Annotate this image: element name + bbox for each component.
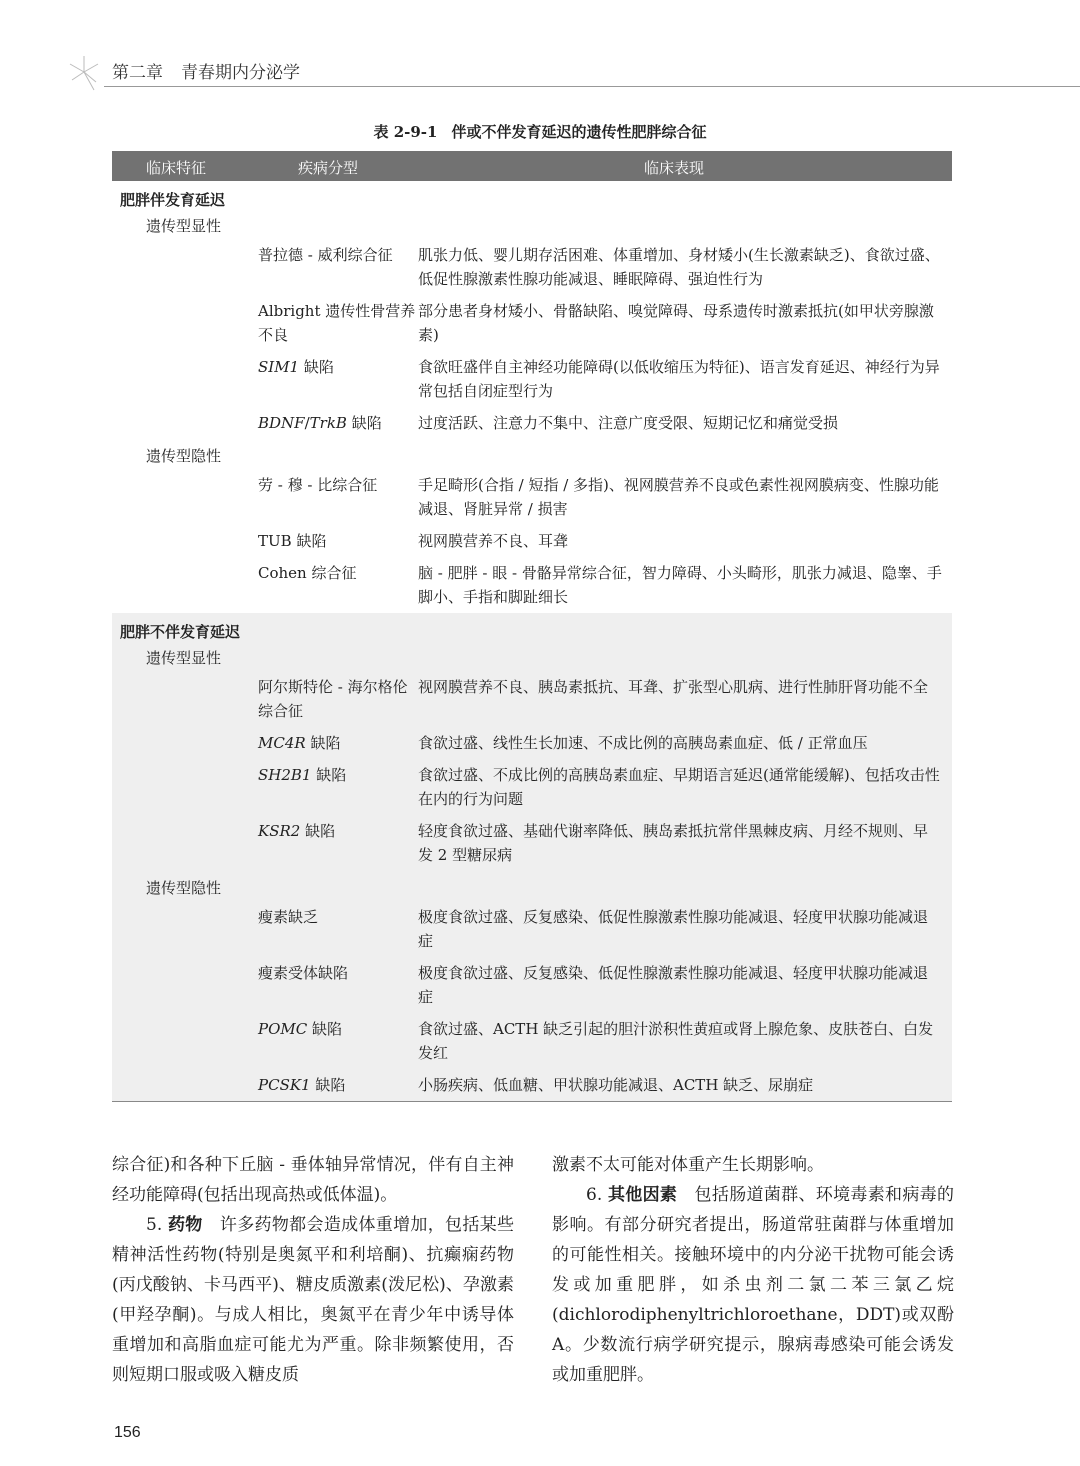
- table-row: [112, 295, 952, 351]
- table-number: 表 2-9-1: [373, 123, 438, 141]
- table-row: [112, 351, 952, 407]
- paragraph: 激素不太可能对体重产生长期影响。: [552, 1155, 824, 1175]
- table-row: [112, 239, 952, 295]
- table-row: [112, 759, 952, 815]
- gene-name: BDNF: [258, 414, 305, 432]
- disease-name: 瘦素受体缺陷: [258, 964, 349, 982]
- table-row: [112, 957, 952, 1013]
- chapter-title: 青春期内分泌学: [181, 63, 300, 83]
- disease-name: Albright 遗传性骨营养不良: [258, 302, 416, 344]
- dandelion-decoration-icon: [64, 52, 104, 92]
- section-title: 肥胖不伴发育延迟: [120, 623, 241, 641]
- disease-name: Cohen 综合征: [258, 564, 357, 582]
- section-heading: 药物: [167, 1215, 203, 1235]
- table-row: [112, 407, 952, 439]
- disease-suffix: 缺陷: [299, 358, 334, 376]
- running-header: [112, 58, 300, 83]
- manifestation: 食欲过盛、线性生长加速、不成比例的高胰岛素血症、低 / 正常血压: [418, 734, 868, 752]
- table-row: [112, 671, 952, 727]
- manifestation: 轻度食欲过盛、基础代谢率降低、胰岛素抵抗常伴黑棘皮病、月经不规则、早发 2 型糖尿病: [418, 822, 929, 864]
- paragraph-text: 许多药物都会造成体重增加，包括某些精神活性药物(特别是奥氮平和利培酮)、抗癫痫药物(丙戊酸钠、卡马西平)、糖皮质激素(泼尼松)、孕激素(甲羟孕酮)。与成人相比，奥氮平在青少年中诱导体重增加和高脂血症可能尤为严重。除非频繁使用，否则短期口服或吸入糖皮质: [112, 1215, 515, 1385]
- obesity-syndrome-table: [112, 151, 952, 1102]
- manifestation: 过度活跃、注意力不集中、注意广度受限、短期记忆和痛觉受损: [418, 414, 839, 432]
- manifestation: 部分患者身材矮小、骨骼缺陷、嗅觉障碍、母系遗传时激素抵抗(如甲状旁腺激素): [418, 302, 934, 344]
- gene-separator: /: [304, 414, 310, 432]
- gene-name: SH2B1: [258, 766, 312, 784]
- disease-suffix: 缺陷: [300, 822, 336, 840]
- manifestation: 手足畸形(合指 / 短指 / 多指)、视网膜营养不良或色素性视网膜病变、性腺功能减退、肾脏异常 / 损害: [418, 476, 939, 518]
- table-row: [112, 557, 952, 613]
- gene-name: PCSK1: [258, 1076, 311, 1094]
- disease-name: [258, 1017, 418, 1065]
- manifestation: 食欲过盛、不成比例的高胰岛素血症、早期语言延迟(通常能缓解)、包括攻击性在内的行为问题: [418, 766, 940, 808]
- table-row: [112, 1013, 952, 1069]
- table-row: [112, 1069, 952, 1101]
- manifestation: 小肠疾病、低血糖、甲状腺功能减退、ACTH 缺乏、尿崩症: [418, 1076, 814, 1094]
- paragraph-drugs: [112, 1210, 514, 1390]
- section-number: 5.: [146, 1215, 168, 1235]
- gene-name: TrkB: [309, 414, 347, 432]
- header-clinical-manifestation: 临床表现: [644, 159, 705, 177]
- manifestation: 视网膜营养不良、耳聋: [418, 532, 569, 550]
- table-caption: [0, 121, 1080, 142]
- gene-name: SIM1: [258, 358, 300, 376]
- header-disease-type: 疾病分型: [298, 159, 359, 177]
- disease-name: [258, 763, 418, 811]
- disease-name: [258, 731, 418, 755]
- gene-name: KSR2: [258, 822, 301, 840]
- disease-suffix: 缺陷: [310, 1076, 346, 1094]
- manifestation: 极度食欲过盛、反复感染、低促性腺激素性腺功能减退、轻度甲状腺功能减退症: [418, 964, 929, 1006]
- disease-suffix: 缺陷: [311, 766, 347, 784]
- disease-name: [258, 411, 418, 435]
- manifestation: 脑 - 肥胖 - 眼 - 骨骼异常综合征，智力障碍、小头畸形，肌张力减退、隐睾、手脚小、手指和脚趾细长: [418, 564, 942, 606]
- disease-suffix: 缺陷: [346, 414, 382, 432]
- table-title: 伴或不伴发育延迟的遗传性肥胖综合征: [451, 123, 707, 141]
- manifestation: 肌张力低、婴儿期存活困难、体重增加、身材矮小(生长激素缺乏)、食欲过盛、低促性腺激素性腺功能减退、睡眠障碍、强迫性行为: [418, 246, 940, 288]
- table-header-row: [112, 151, 952, 181]
- disease-suffix: 缺陷: [307, 1020, 343, 1038]
- manifestation: 极度食欲过盛、反复感染、低促性腺激素性腺功能减退、轻度甲状腺功能减退症: [418, 908, 929, 950]
- disease-name: [258, 1073, 418, 1097]
- section-number: 6.: [586, 1185, 608, 1205]
- section-heading: 其他因素: [607, 1185, 678, 1205]
- table-section-without-delay: [112, 613, 952, 1102]
- disease-name: 瘦素缺乏: [258, 908, 319, 926]
- disease-name: [258, 355, 418, 403]
- page-number: 156: [114, 1424, 141, 1441]
- table-row: [112, 525, 952, 557]
- disease-name: 阿尔斯特伦 - 海尔格伦综合征: [258, 678, 408, 720]
- group-label: 遗传型显性: [146, 649, 222, 667]
- paragraph-other-factors: [552, 1180, 954, 1390]
- manifestation: 视网膜营养不良、胰岛素抵抗、耳聋、扩张型心肌病、进行性肺肝肾功能不全: [418, 678, 929, 696]
- table-row: [112, 727, 952, 759]
- table-section-with-delay: [112, 181, 952, 613]
- body-column-left: [112, 1150, 514, 1390]
- header-rule: [104, 86, 1080, 87]
- gene-name: MC4R: [258, 734, 306, 752]
- disease-name: [258, 819, 418, 867]
- group-label: 遗传型显性: [146, 217, 222, 235]
- section-title: 肥胖伴发育延迟: [120, 191, 226, 209]
- disease-name: 普拉德 - 威利综合征: [258, 246, 393, 264]
- group-label: 遗传型隐性: [146, 447, 222, 465]
- table-row: [112, 901, 952, 957]
- disease-name: TUB 缺陷: [258, 532, 327, 550]
- disease-suffix: 缺陷: [305, 734, 341, 752]
- gene-name: POMC: [258, 1020, 308, 1038]
- table-row: [112, 815, 952, 871]
- paragraph: 综合征)和各种下丘脑 - 垂体轴异常情况，伴有自主神经功能障碍(包括出现高热或低体温)。: [112, 1155, 514, 1205]
- disease-name: 劳 - 穆 - 比综合征: [258, 476, 378, 494]
- paragraph-text: 包括肠道菌群、环境毒素和病毒的影响。有部分研究者提出，肠道常驻菌群与体重增加的可能性相关。接触环境中的内分泌干扰物可能会诱发或加重肥胖，如杀虫剂二氯二苯三氯乙烷(dichlorodiphenyltrichloroethane，DDT)或双酚 A。少数流行病学研究提示，腺病毒感染可能会诱发或加重肥胖。: [552, 1185, 955, 1385]
- manifestation: 食欲过盛、ACTH 缺乏引起的胆汁淤积性黄疸或肾上腺危象、皮肤苍白、白发发红: [418, 1020, 934, 1062]
- header-clinical-feature: 临床特征: [146, 159, 207, 177]
- group-label: 遗传型隐性: [146, 879, 222, 897]
- body-column-right: [552, 1150, 954, 1390]
- manifestation: 食欲旺盛伴自主神经功能障碍(以低收缩压为特征)、语言发育延迟、神经行为异常包括自闭症型行为: [418, 358, 940, 400]
- chapter-number: 第二章: [112, 63, 163, 83]
- table-row: [112, 469, 952, 525]
